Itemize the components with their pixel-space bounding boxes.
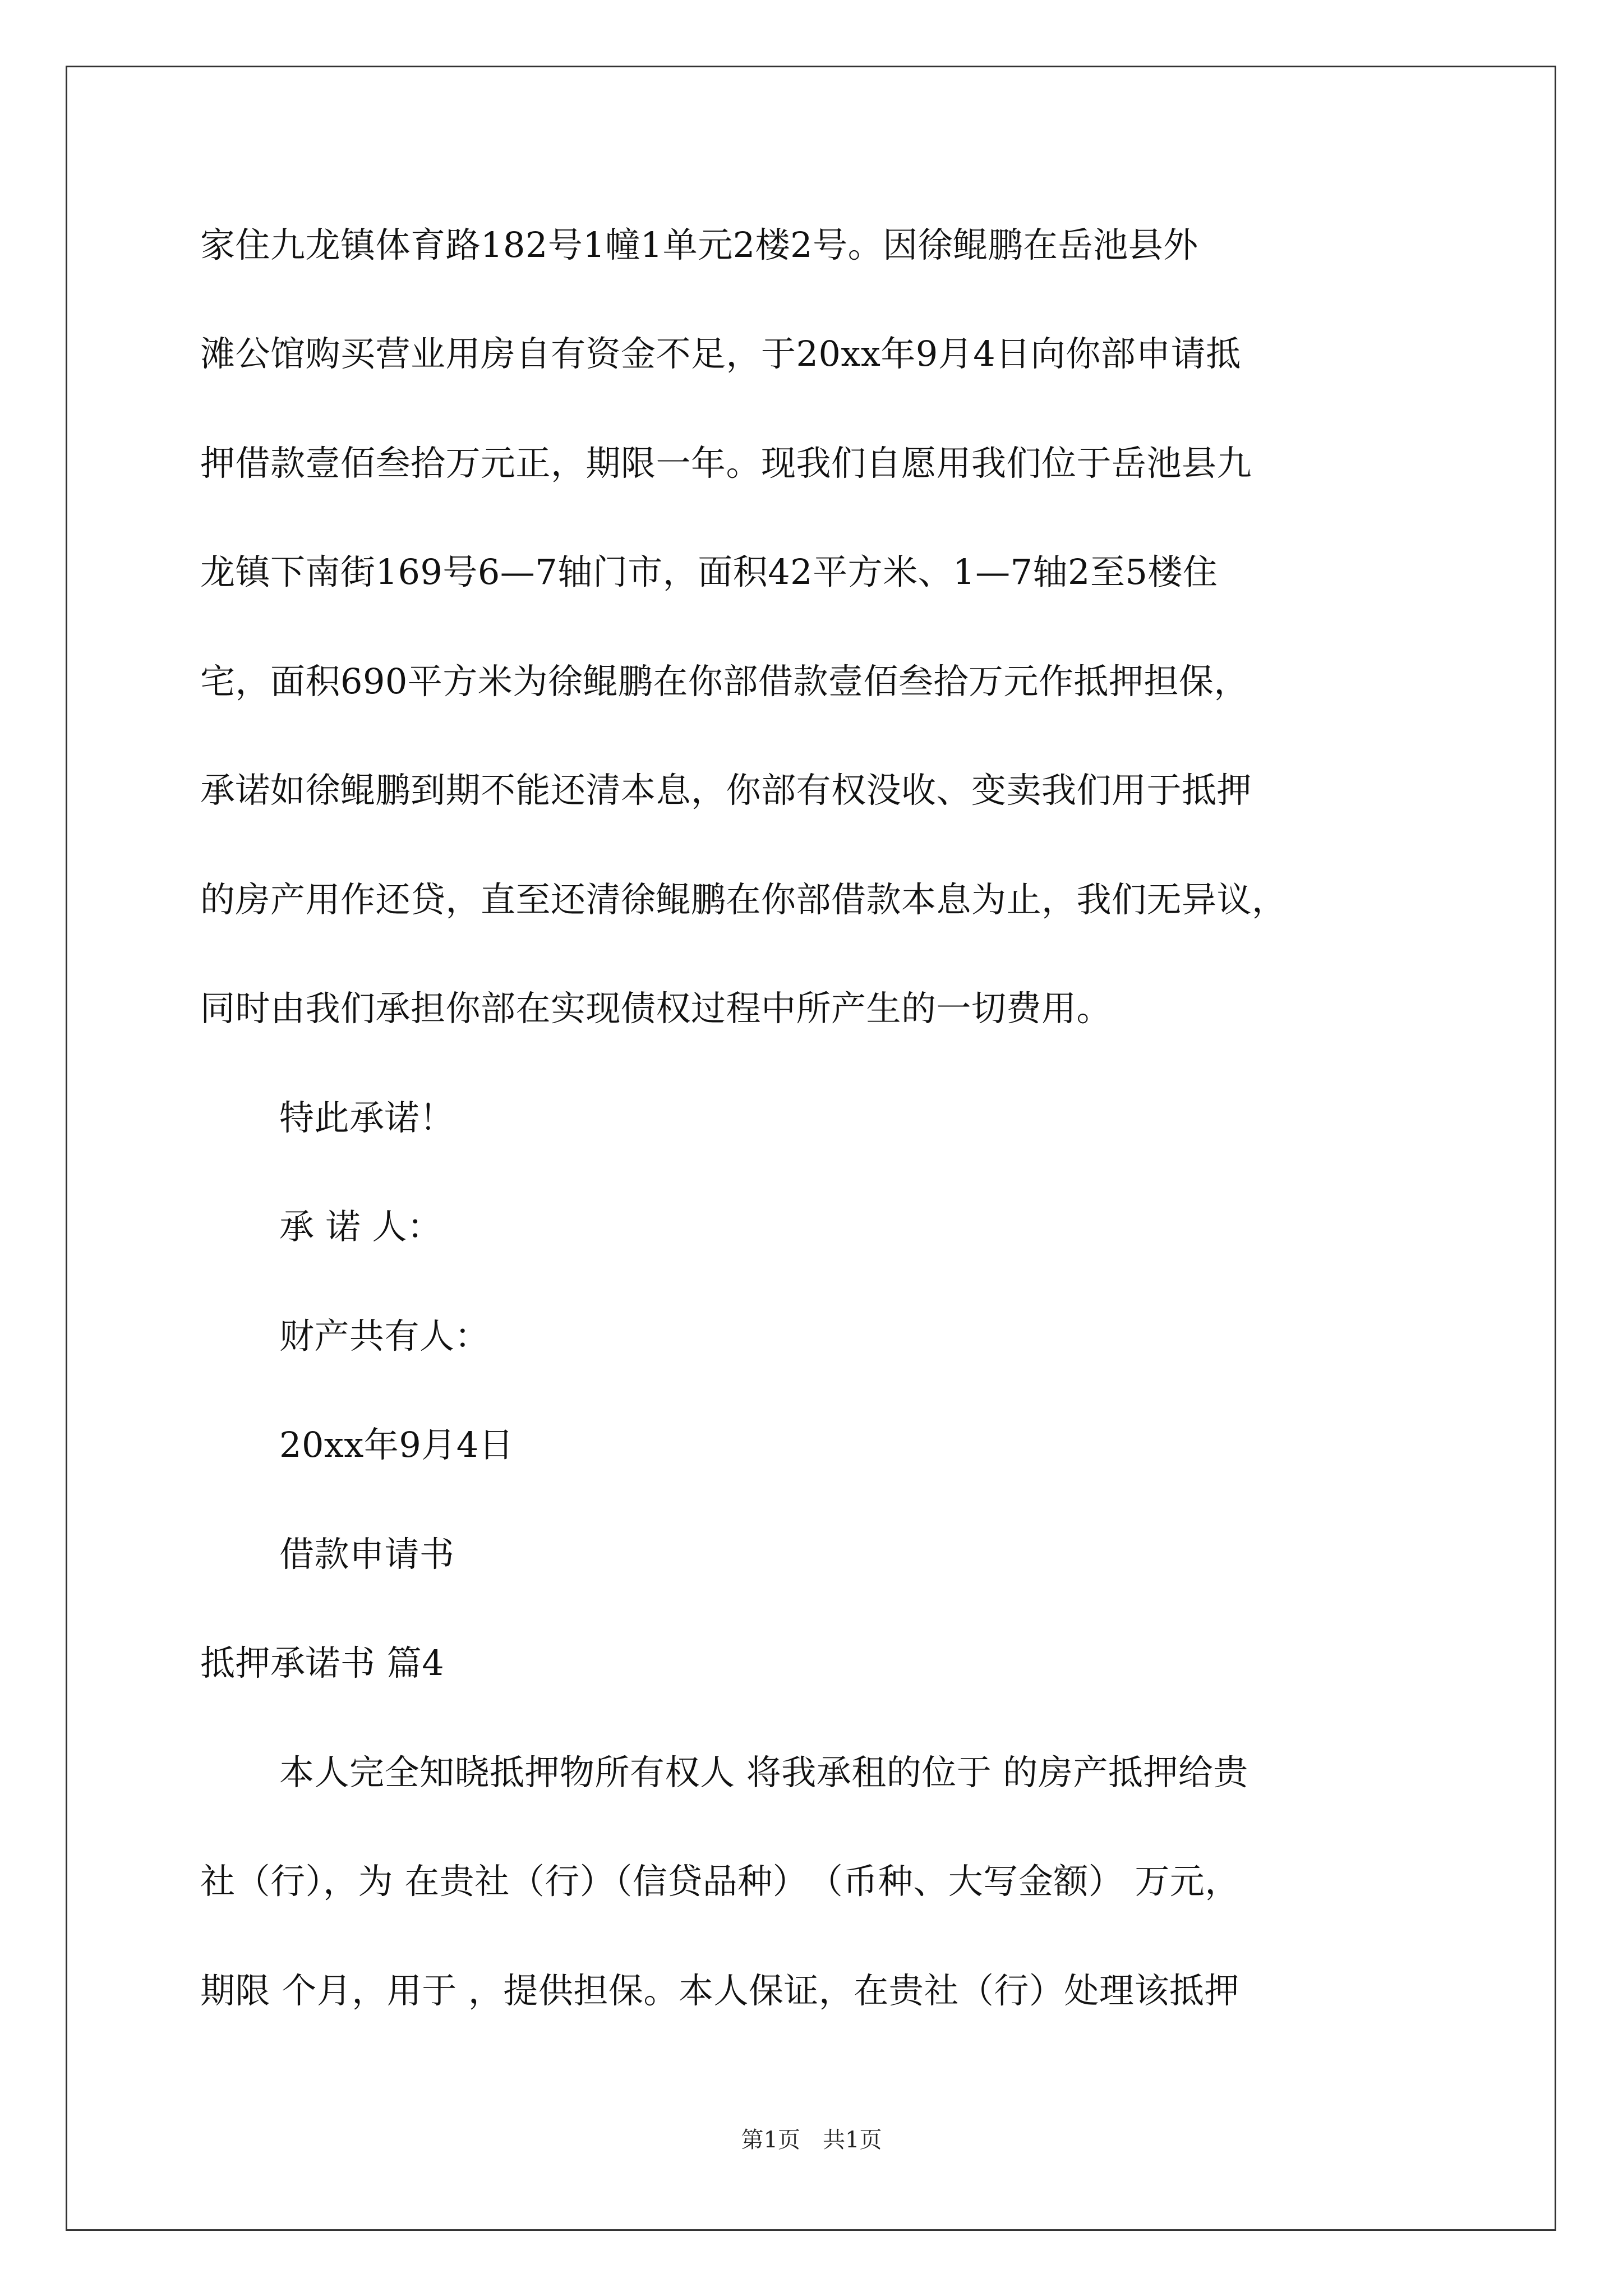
body-line: 同时由我们承担你部在实现债权过程中所产生的一切费用。	[200, 988, 1112, 1029]
section-heading: 抵押承诺书 篇4	[200, 1642, 445, 1683]
body-line: 本人完全知晓抵押物所有权人 将我承租的位于 的房产抵押给贵	[279, 1752, 1248, 1793]
closing-statement: 特此承诺！	[279, 1097, 455, 1138]
document-date: 20xx年9月4日	[279, 1424, 514, 1465]
body-line: 期限 个月，用于 ，提供担保。本人保证，在贵社（行）处理该抵押	[200, 1970, 1239, 2011]
page-number: 第1页 共1页	[741, 2127, 882, 2153]
co-owner-label: 财产共有人：	[279, 1315, 490, 1356]
body-line: 龙镇下南街169号6—7轴门市，面积42平方米、1—7轴2至5楼住	[200, 551, 1218, 592]
body-line: 的房产用作还贷，直至还清徐鲲鹏在你部借款本息为止，我们无异议，	[200, 879, 1287, 920]
body-line: 家住九龙镇体育路182号1幢1单元2楼2号。因徐鲲鹏在岳池县外	[200, 224, 1198, 265]
body-line: 宅，面积690平方米为徐鲲鹏在你部借款壹佰叁拾万元作抵押担保，	[200, 661, 1249, 702]
page-border	[66, 66, 1556, 2231]
body-line: 押借款壹佰叁拾万元正，期限一年。现我们自愿用我们位于岳池县九	[200, 443, 1252, 484]
body-line: 承诺如徐鲲鹏到期不能还清本息，你部有权没收、变卖我们用于抵押	[200, 770, 1252, 811]
signatory-label: 承 诺 人：	[279, 1206, 442, 1247]
body-line: 滩公馆购买营业用房自有资金不足，于20xx年9月4日向你部申请抵	[200, 333, 1241, 374]
subheading: 借款申请书	[279, 1534, 455, 1575]
body-line: 社（行），为 在贵社（行）（信贷品种） （币种、大写金额） 万元，	[200, 1861, 1240, 1902]
